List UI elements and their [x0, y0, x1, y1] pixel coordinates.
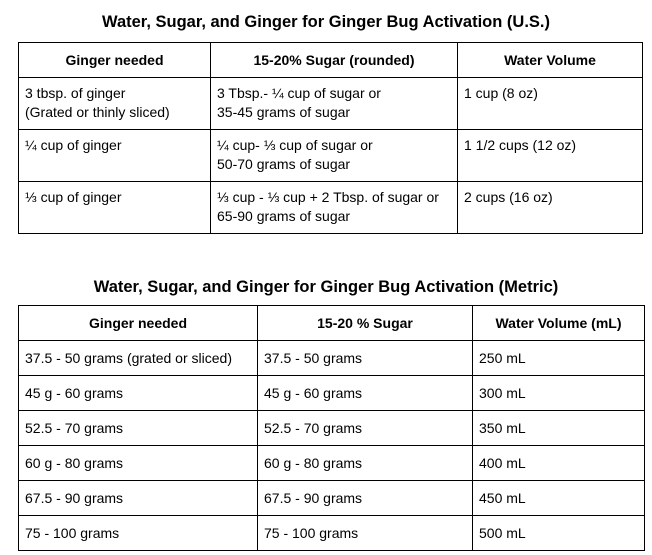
cell-text: ¼ cup of ginger [25, 137, 122, 153]
cell-text: (Grated or thinly sliced) [25, 104, 170, 120]
cell-sugar: 67.5 - 90 grams [258, 481, 473, 516]
cell-text: ⅓ cup - ⅓ cup + 2 Tbsp. of sugar or [217, 189, 439, 205]
table-row [19, 516, 645, 551]
table-row [19, 182, 643, 234]
table-row [19, 376, 645, 411]
cell-water: 250 mL [473, 341, 645, 376]
cell-sugar: 45 g - 60 grams [258, 376, 473, 411]
cell-text: ¼ cup- ⅓ cup of sugar or [217, 137, 373, 153]
cell-water: 500 mL [473, 516, 645, 551]
cell-water: 400 mL [473, 446, 645, 481]
cell-ginger: 67.5 - 90 grams [19, 481, 258, 516]
table-row [19, 481, 645, 516]
header-sugar: 15-20% Sugar (rounded) [211, 43, 458, 78]
cell-text: ⅓ cup of ginger [25, 189, 122, 205]
cell-sugar: 60 g - 80 grams [258, 446, 473, 481]
cell-ginger: 45 g - 60 grams [19, 376, 258, 411]
cell-sugar [211, 78, 458, 130]
cell-ginger [19, 78, 211, 130]
cell-text: 35-45 grams of sugar [217, 104, 351, 120]
cell-sugar [211, 182, 458, 234]
cell-water: 300 mL [473, 376, 645, 411]
table-row [19, 78, 643, 130]
cell-text: 3 Tbsp.- ¼ cup of sugar or [217, 85, 381, 101]
header-water-volume: Water Volume [458, 43, 643, 78]
header-sugar: 15-20 % Sugar [258, 306, 473, 341]
table-row [19, 341, 645, 376]
cell-ginger: 75 - 100 grams [19, 516, 258, 551]
cell-ginger: 60 g - 80 grams [19, 446, 258, 481]
cell-sugar: 37.5 - 50 grams [258, 341, 473, 376]
header-ginger-needed: Ginger needed [19, 43, 211, 78]
cell-ginger [19, 130, 211, 182]
cell-ginger: 37.5 - 50 grams (grated or sliced) [19, 341, 258, 376]
cell-text: 2 cups (16 oz) [464, 189, 553, 205]
header-ginger-needed: Ginger needed [19, 306, 258, 341]
cell-text: 1 cup (8 oz) [464, 85, 538, 101]
cell-sugar [211, 130, 458, 182]
cell-ginger: 52.5 - 70 grams [19, 411, 258, 446]
table-row [19, 411, 645, 446]
cell-water [458, 130, 643, 182]
cell-sugar: 52.5 - 70 grams [258, 411, 473, 446]
cell-water: 350 mL [473, 411, 645, 446]
metric-table-title: Water, Sugar, and Ginger for Ginger Bug Activation (Metric) [93, 278, 559, 296]
cell-text: 1 1/2 cups (12 oz) [464, 137, 577, 153]
cell-text: 65-90 grams of sugar [217, 208, 351, 224]
cell-water [458, 182, 643, 234]
table-row [19, 130, 643, 182]
cell-sugar: 75 - 100 grams [258, 516, 473, 551]
metric-conversion-table [18, 305, 645, 551]
table-header-row [19, 306, 645, 341]
cell-text: 50-70 grams of sugar [217, 156, 351, 172]
cell-text: 3 tbsp. of ginger [25, 85, 126, 101]
table-header-row [19, 43, 643, 78]
us-conversion-table [18, 42, 643, 234]
cell-water [458, 78, 643, 130]
cell-ginger [19, 182, 211, 234]
table-row [19, 446, 645, 481]
us-table-title: Water, Sugar, and Ginger for Ginger Bug Activation (U.S.) [102, 13, 550, 31]
cell-water: 450 mL [473, 481, 645, 516]
header-water-volume: Water Volume (mL) [473, 306, 645, 341]
